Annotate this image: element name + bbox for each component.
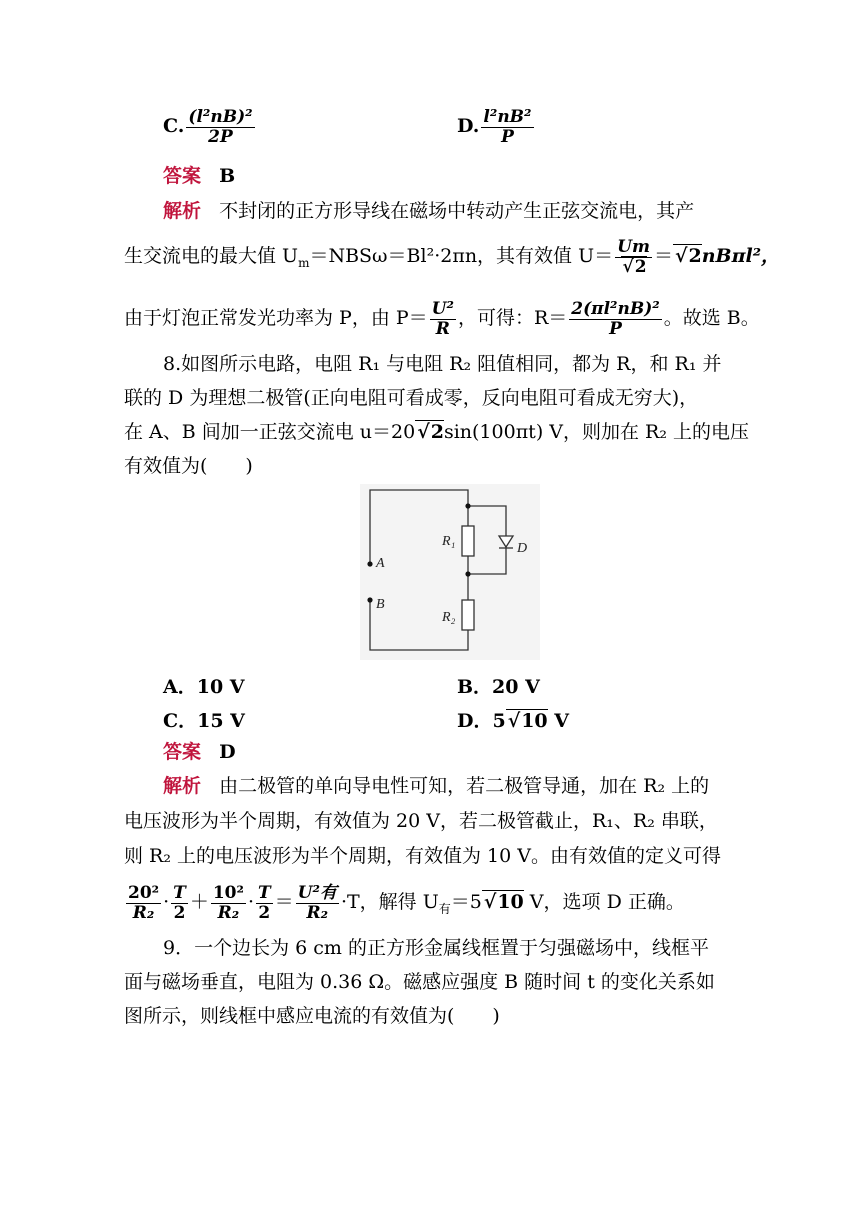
circuit-diagram	[360, 484, 540, 660]
option-d: D．5√ 10 V	[457, 706, 569, 733]
q8-stem-line-3: 在 A、B 间加一正弦交流电 u＝20√ 2sin(100πt) V，则加在 R₂ 上的电压	[124, 419, 744, 445]
label-r1: R₁	[442, 534, 456, 549]
q7-answer: 答案 B	[163, 165, 236, 187]
q8-answer: 答案 D	[163, 741, 236, 763]
q8-analysis-line-1: 解析 由二极管的单向导电性可知，若二极管导通，加在 R₂ 上的	[163, 775, 710, 797]
q8-stem-line-1: 8.如图所示电路，电阻 R₁ 与电阻 R₂ 阻值相同，都为 R，和 R₁ 并	[163, 353, 722, 375]
q8-stem-line-2: 联的 D 为理想二极管(正向电阻可看成零，反向电阻可看成无穷大)，	[124, 387, 699, 409]
option-d: D. $\frac{\text{l²nB²}}{P}$	[457, 107, 532, 147]
q8-analysis-equation: $\frac{\text{20²}}{\text{R₂}}$ · $\frac{T}{2}$ ＋ $\frac{\text{10²}}{\text{R₂}}$ · $\frac{T}{2}$ ＝ $\frac{\text{U²有}}{\text{R₂}}$ ·T，解得 $U_有=5√$ 10 V，选项 D 正确。	[124, 884, 744, 922]
label-r2: R₂	[442, 610, 456, 625]
label-a: A	[376, 556, 385, 571]
q8-analysis-line-3: 则 R₂ 上的电压波形为半个周期，有效值为 10 V。由有效值的定义可得	[124, 845, 721, 867]
q8-analysis-line-2: 电压波形为半个周期，有效值为 20 V，若二极管截止，R₁、R₂ 串联，	[124, 810, 718, 832]
label-d: D	[517, 541, 528, 556]
q7-analysis-line-1: 解析 不封闭的正方形导线在磁场中转动产生正弦交流电，其产	[163, 200, 695, 222]
option-b: B．20 V	[457, 676, 540, 698]
label-b: B	[376, 597, 385, 612]
q9-stem-line-2: 面与磁场垂直，电阻为 0.36 Ω。磁感应强度 B 随时间 t 的变化关系如	[124, 971, 715, 993]
option-a: A．10 V	[163, 676, 245, 698]
q7-analysis-line-2: 生交流电的最大值 $U_m=NBS\omega=Bl^2\cdot 2\pi n$，其有效值 U＝ Um √ 2 ＝√ 2nBπl²，	[124, 238, 744, 276]
option-c: C．15 V	[163, 710, 245, 732]
q9-stem-line-3: 图所示，则线框中感应电流的有效值为( )	[124, 1005, 500, 1027]
q9-stem-line-1: 9．一个边长为 6 cm 的正方形金属线框置于匀强磁场中，线框平	[163, 937, 709, 959]
q8-stem-line-4: 有效值为( )	[124, 455, 253, 477]
option-c: C. $\frac{\text{(l²nB)²}}{2P}$	[163, 107, 253, 147]
q7-analysis-line-3: 由于灯泡正常发光功率为 P，由 P＝ $\frac{\text{U²}}{R}$ ，可得：R＝ $\frac{\text{2(πl²nB)²}}{P}$ 。故选 B。	[124, 299, 760, 339]
